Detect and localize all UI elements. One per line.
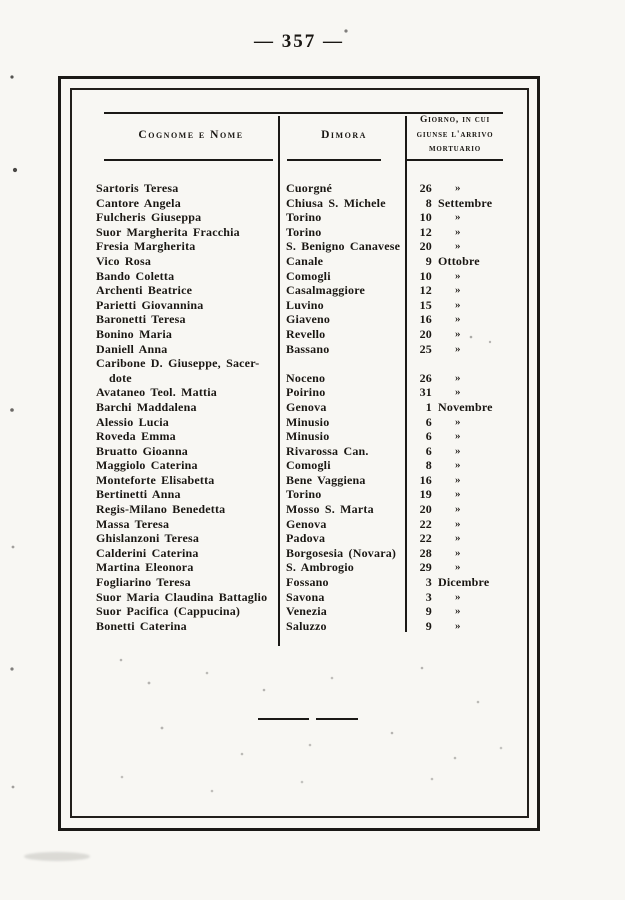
cell-name: Maggiolo Caterina xyxy=(96,458,198,473)
cell-name: Bonetti Caterina xyxy=(96,618,187,633)
cell-month: » xyxy=(455,327,461,340)
cell-dimora: Chiusa S. Michele xyxy=(286,195,386,210)
cell-day: 3 xyxy=(425,589,432,604)
cell-month: » xyxy=(455,386,461,399)
table-row xyxy=(96,283,506,298)
cell-dimora: Casalmaggiore xyxy=(286,283,366,298)
page-number: — 357 — xyxy=(254,31,344,52)
cell-month: » xyxy=(455,284,461,297)
column-header-giorno xyxy=(406,113,504,157)
cell-day: 9 xyxy=(425,604,432,619)
table-row xyxy=(96,225,506,240)
cell-day: 1 xyxy=(425,399,432,414)
cell-name: Bonino Maria xyxy=(96,326,173,341)
cell-dimora: Torino xyxy=(286,487,322,502)
cell-dimora: Savona xyxy=(286,589,325,604)
cell-month: » xyxy=(455,342,461,355)
cell-dimora: Noceno xyxy=(286,370,326,385)
table-row xyxy=(96,458,506,473)
cell-name: Vico Rosa xyxy=(96,253,152,268)
cell-day: 15 xyxy=(419,297,432,312)
cell-month: » xyxy=(455,225,461,238)
cell-name: Martina Eleonora xyxy=(96,560,194,575)
cell-day: 20 xyxy=(419,502,432,517)
table-row xyxy=(96,619,506,634)
cell-dimora: Poirino xyxy=(286,385,326,400)
cell-month: » xyxy=(455,561,461,574)
cell-name: Caribone D. Giuseppe, Sacer- xyxy=(96,356,260,371)
cell-month: » xyxy=(455,488,461,501)
cell-dimora: Canale xyxy=(286,253,324,268)
cell-day: 16 xyxy=(419,472,432,487)
cell-name: Fogliarino Teresa xyxy=(96,575,191,590)
cell-name: Bertinetti Anna xyxy=(96,487,181,502)
cell-month: » xyxy=(455,269,461,282)
cell-dimora: Mosso S. Marta xyxy=(286,502,374,517)
cell-day: 6 xyxy=(425,429,432,444)
table-row xyxy=(96,312,506,327)
table-row xyxy=(96,371,506,386)
cell-name: Roveda Emma xyxy=(96,429,176,444)
cell-dimora: Revello xyxy=(286,326,326,341)
table-row xyxy=(96,502,506,517)
cell-month: » xyxy=(455,619,461,632)
cell-name: Suor Margherita Fracchia xyxy=(96,224,240,239)
cell-dimora: Luvino xyxy=(286,297,324,312)
table-row xyxy=(96,298,506,313)
table-row xyxy=(96,356,506,371)
cell-day: 29 xyxy=(419,560,432,575)
cell-name: Cantore Angela xyxy=(96,195,181,210)
cell-name: Sartoris Teresa xyxy=(96,181,179,195)
table-row xyxy=(96,239,506,254)
table-row xyxy=(96,444,506,459)
cell-dimora: Fossano xyxy=(286,575,329,590)
cell-month: » xyxy=(455,444,461,457)
table-row xyxy=(96,342,506,357)
table-row xyxy=(96,327,506,342)
table-row xyxy=(96,254,506,269)
cell-name: Fresia Margherita xyxy=(96,239,196,254)
cell-day: 9 xyxy=(425,618,432,633)
bottom-divider-segment xyxy=(316,718,358,720)
cell-dimora: Comogli xyxy=(286,268,331,283)
cell-day: 22 xyxy=(419,531,432,546)
table-rows xyxy=(96,181,506,633)
cell-name: Baronetti Teresa xyxy=(96,312,186,327)
cell-name: Barchi Maddalena xyxy=(96,399,197,414)
cell-day: 25 xyxy=(419,341,432,356)
table-row xyxy=(96,400,506,415)
cell-name: Calderini Caterina xyxy=(96,545,199,560)
table-row xyxy=(96,415,506,430)
cell-dimora: Cuorgné xyxy=(286,181,333,195)
header-line-2: giunse l'arrivo xyxy=(416,129,494,140)
cell-name: Ghislanzoni Teresa xyxy=(96,531,200,546)
cell-day: 8 xyxy=(425,195,432,210)
cell-month: » xyxy=(455,211,461,224)
table-row xyxy=(96,196,506,211)
cell-day: 28 xyxy=(419,545,432,560)
cell-name: Suor Maria Claudina Battaglio xyxy=(96,589,268,604)
cell-month: » xyxy=(455,371,461,384)
cell-day: 31 xyxy=(419,385,432,400)
cell-dimora: Bassano xyxy=(286,341,330,356)
cell-name: dote xyxy=(109,370,132,385)
cell-month: » xyxy=(455,459,461,472)
cell-dimora: Venezia xyxy=(286,604,327,619)
column-header-dimora: Dimora xyxy=(321,129,367,141)
cell-month: » xyxy=(455,605,461,618)
cell-day: 9 xyxy=(425,253,432,268)
table-row xyxy=(96,181,506,196)
table-row xyxy=(96,575,506,590)
header-line-1: Giorno, in cui xyxy=(419,115,491,125)
cell-name: Parietti Giovannina xyxy=(96,297,204,312)
cell-dimora: Genova xyxy=(286,399,327,414)
header-underline-name xyxy=(104,159,273,161)
cell-dimora: Minusio xyxy=(286,414,330,429)
cell-day: 16 xyxy=(419,312,432,327)
scan-noise-specks xyxy=(0,0,2,2)
cell-dimora xyxy=(279,356,406,371)
table-row xyxy=(96,590,506,605)
cell-dimora: Bene Vaggiena xyxy=(286,472,366,487)
cell-month: Ottobre xyxy=(438,253,480,268)
cell-name: Massa Teresa xyxy=(96,516,170,531)
cell-month: » xyxy=(455,546,461,559)
cell-name: Avataneo Teol. Mattia xyxy=(96,385,217,400)
cell-day: 19 xyxy=(419,487,432,502)
cell-day: 3 xyxy=(425,575,432,590)
cell-month: » xyxy=(455,313,461,326)
cell-name: Daniell Anna xyxy=(96,341,168,356)
cell-month: » xyxy=(455,240,461,253)
cell-day: 22 xyxy=(419,516,432,531)
table-row xyxy=(96,546,506,561)
table-row xyxy=(96,269,506,284)
cell-month: » xyxy=(455,503,461,516)
table-row xyxy=(96,210,506,225)
scan-smudge xyxy=(24,852,90,861)
cell-day: 20 xyxy=(419,326,432,341)
cell-month: Dicembre xyxy=(438,575,490,590)
cell-day: 20 xyxy=(419,239,432,254)
cell-day: 10 xyxy=(419,210,432,225)
cell-name: Monteforte Elisabetta xyxy=(96,472,215,487)
header-underline-giorno xyxy=(407,159,503,161)
cell-day: 6 xyxy=(425,414,432,429)
cell-dimora: Borgosesia (Novara) xyxy=(286,545,397,560)
cell-dimora: S. Ambrogio xyxy=(286,560,354,575)
table-row xyxy=(96,385,506,400)
cell-dimora: Genova xyxy=(286,516,327,531)
cell-dimora: Padova xyxy=(286,531,326,546)
header-underline-dimora xyxy=(287,159,381,161)
table-row xyxy=(96,473,506,488)
cell-day: 12 xyxy=(419,224,432,239)
cell-month: » xyxy=(455,590,461,603)
cell-name: Archenti Beatrice xyxy=(96,283,193,298)
table-row xyxy=(96,531,506,546)
cell-name: Suor Pacifica (Cappucina) xyxy=(96,604,241,619)
cell-month: » xyxy=(455,298,461,311)
table-row xyxy=(96,487,506,502)
cell-dimora: Rivarossa Can. xyxy=(286,443,369,458)
table-row xyxy=(96,429,506,444)
cell-name: Regis-Milano Benedetta xyxy=(96,502,226,517)
column-header-cognome-e-nome: Cognome e Nome xyxy=(138,129,244,141)
cell-day: 12 xyxy=(419,283,432,298)
cell-name: Alessio Lucia xyxy=(96,414,169,429)
cell-month: » xyxy=(455,532,461,545)
bottom-divider-segment xyxy=(258,718,309,720)
cell-month: » xyxy=(455,415,461,428)
cell-day: 26 xyxy=(419,181,432,195)
header-line-3: mortuario xyxy=(428,144,482,154)
cell-dimora: Torino xyxy=(286,210,322,225)
cell-dimora: Torino xyxy=(286,224,322,239)
cell-month: Settembre xyxy=(438,195,493,210)
cell-day: 26 xyxy=(419,370,432,385)
cell-month: » xyxy=(455,430,461,443)
cell-dimora: Comogli xyxy=(286,458,331,473)
cell-name: Bando Coletta xyxy=(96,268,175,283)
cell-month: » xyxy=(455,473,461,486)
cell-day: 8 xyxy=(425,458,432,473)
cell-month: » xyxy=(455,517,461,530)
cell-dimora: Saluzzo xyxy=(286,618,327,633)
cell-name: Fulcheris Giuseppa xyxy=(96,210,202,225)
cell-month: » xyxy=(455,182,461,194)
table-row xyxy=(96,517,506,532)
table-row xyxy=(96,560,506,575)
cell-name: Bruatto Gioanna xyxy=(96,443,189,458)
cell-day xyxy=(406,356,432,371)
cell-dimora: Minusio xyxy=(286,429,330,444)
cell-dimora: Giaveno xyxy=(286,312,331,327)
table-row xyxy=(96,604,506,619)
cell-month: Novembre xyxy=(438,399,493,414)
cell-day: 6 xyxy=(425,443,432,458)
cell-day: 10 xyxy=(419,268,432,283)
cell-dimora: S. Benigno Canavese xyxy=(286,239,401,254)
cell-month xyxy=(432,356,506,371)
